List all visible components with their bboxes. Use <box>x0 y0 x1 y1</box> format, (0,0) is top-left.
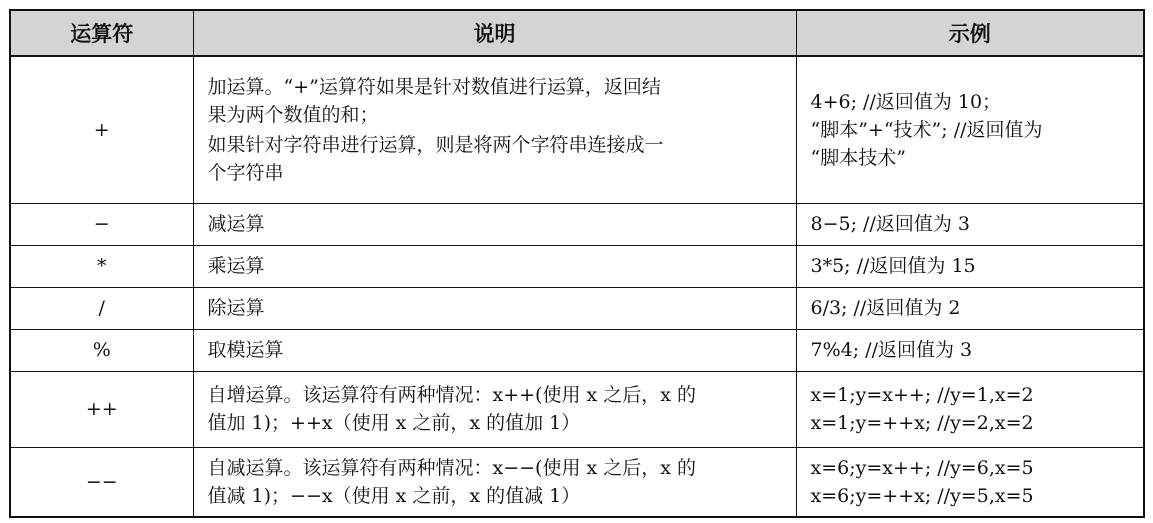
description-cell <box>193 56 796 203</box>
example-line: 8−5; //返回值为 3 <box>810 213 970 235</box>
example-line: x=6;y=x++; //y=6,x=5 <box>810 456 1034 479</box>
header-example: 示例 <box>796 10 1144 56</box>
operator-table-container <box>9 9 1143 518</box>
table-row <box>10 329 1144 371</box>
description-cell <box>193 447 796 517</box>
table-header-row <box>10 10 1144 56</box>
operator-table <box>9 9 1145 518</box>
description-line: 乘运算 <box>207 255 265 277</box>
table-row <box>10 447 1144 517</box>
description-line: 个字符串 <box>207 161 284 184</box>
table-row <box>10 203 1144 245</box>
description-cell <box>193 245 796 287</box>
example-cell <box>796 329 1144 371</box>
description-line: 取模运算 <box>207 339 284 361</box>
table-row <box>10 56 1144 203</box>
table-row <box>10 245 1144 287</box>
operator-cell: * <box>10 245 193 287</box>
operator-cell: ++ <box>10 371 193 447</box>
description-line: 果为两个数值的和； <box>207 103 379 126</box>
example-line: x=1;y=x++; //y=1,x=2 <box>810 384 1034 406</box>
description-line: 减运算 <box>207 213 265 235</box>
description-cell <box>193 371 796 447</box>
description-line: 值加 1)；++x（使用 x 之前，x 的值加 1） <box>207 412 581 434</box>
example-line: “脚本”+“技术”; //返回值为 <box>810 118 1043 141</box>
example-line: “脚本技术” <box>810 146 906 169</box>
example-cell <box>796 287 1144 329</box>
description-line: 加运算。“+”运算符如果是针对数值进行运算，返回结 <box>207 75 661 98</box>
description-cell <box>193 287 796 329</box>
description-line: 自增运算。该运算符有两种情况：x++(使用 x 之后，x 的 <box>207 384 697 406</box>
description-cell <box>193 329 796 371</box>
operator-cell: − <box>10 203 193 245</box>
example-line: 7%4; //返回值为 3 <box>810 339 973 361</box>
table-row <box>10 371 1144 447</box>
header-operator: 运算符 <box>10 10 193 56</box>
description-cell <box>193 203 796 245</box>
description-line: 值减 1)；−−x（使用 x 之前，x 的值减 1） <box>207 484 581 507</box>
example-line: 6/3; //返回值为 2 <box>810 297 961 319</box>
example-line: x=6;y=++x; //y=5,x=5 <box>810 484 1034 507</box>
example-line: 4+6; //返回值为 10； <box>810 90 1002 113</box>
description-line: 如果针对字符串进行运算，则是将两个字符串连接成一 <box>207 133 664 156</box>
example-cell <box>796 371 1144 447</box>
operator-cell: −− <box>10 447 193 517</box>
description-line: 除运算 <box>207 297 265 319</box>
example-cell <box>796 56 1144 203</box>
description-line: 自减运算。该运算符有两种情况：x−−(使用 x 之后，x 的 <box>207 456 697 479</box>
operator-cell: / <box>10 287 193 329</box>
header-description: 说明 <box>193 10 796 56</box>
example-cell <box>796 203 1144 245</box>
example-line: 3*5; //返回值为 15 <box>810 255 976 277</box>
operator-cell: % <box>10 329 193 371</box>
table-row <box>10 287 1144 329</box>
example-cell <box>796 245 1144 287</box>
example-cell <box>796 447 1144 517</box>
operator-cell: + <box>10 56 193 203</box>
example-line: x=1;y=++x; //y=2,x=2 <box>810 412 1034 434</box>
